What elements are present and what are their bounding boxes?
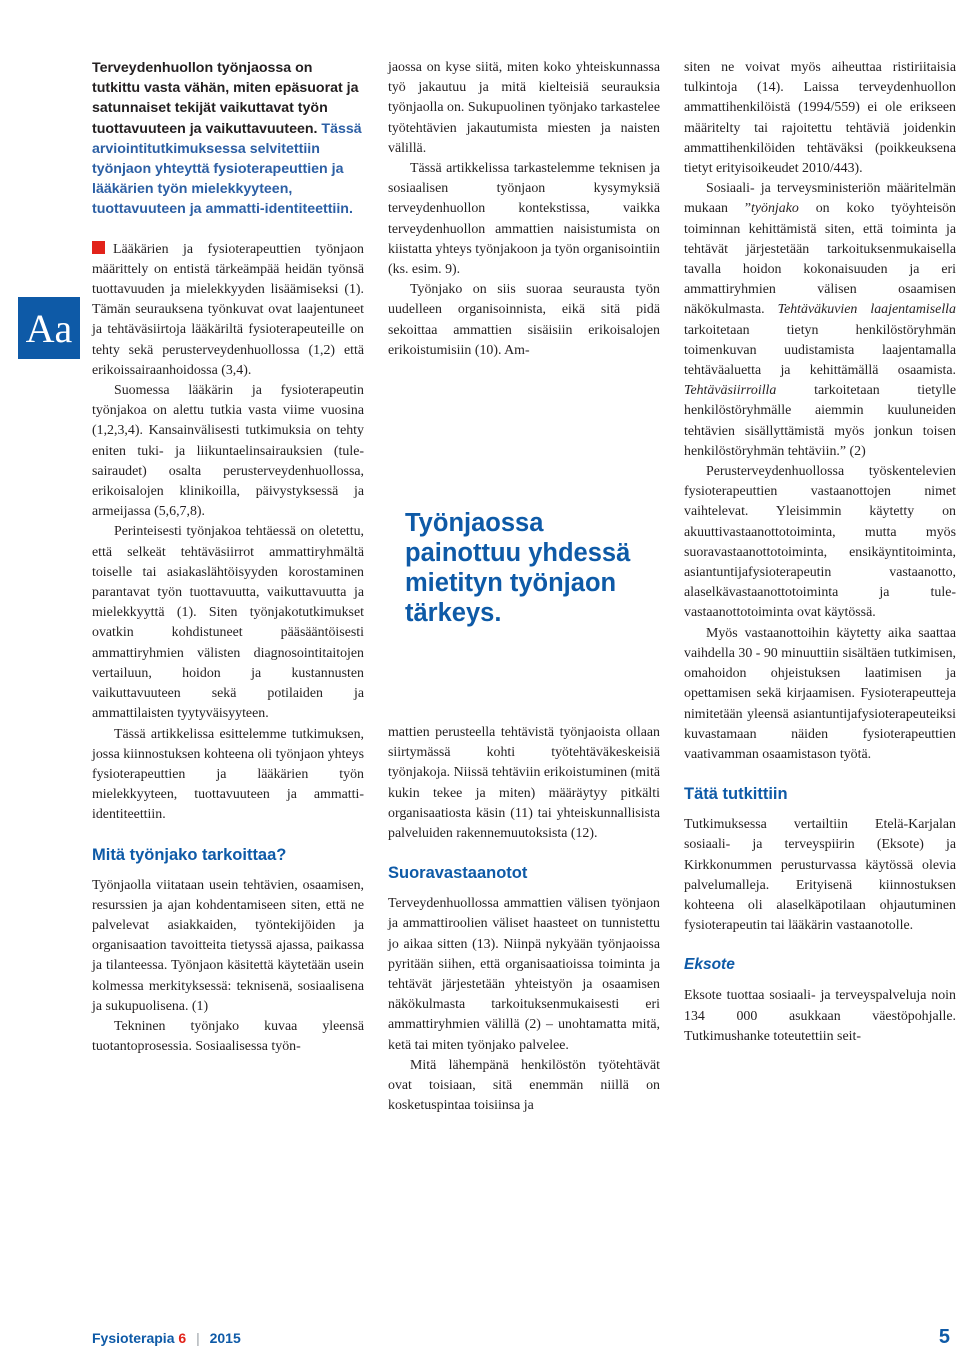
body-text: on koko työyhteisön toiminnan kehittämistä siten, että toiminta ja tehtävät järjestetään tarkoituksenmukaisella tavalla hoidon kokonaisuuden ja eri ammattiryhmien välisen osaamisen näkökulmasta. <box>684 201 956 318</box>
body-paragraph: Eksote tuottaa sosiaali- ja terveyspalveluja noin 134 000 asukkaan väestöpohjalle. Tutkimushanke toteutettiin seit- <box>684 988 956 1044</box>
body-paragraph: mattien perusteella tehtävistä työnjaoista ollaan siirtymässä kohti työtehtäväkeskeisiä työnjakoja. Niissä tehtäviin erikoistuminen (mitä kukin tekee ja miten) määräytyy pitkälti organisaatiosta käsin (11) tai yhteiskunnallisista palveluiden rakennemuutoksista (12). <box>388 725 660 842</box>
body-text: tarkoitetaan tietyn henkilöstöryhmän toimenkuvan uudistamista laajentamalla tehtäväaluetta ja kehittämällä osaamista. <box>684 322 956 379</box>
body-paragraph: Työnjako on siis suoraa seurausta työn uudelleen organisoinnista, eikä sitä pidä sekoittaa ammattien sisäisiin erikoisalojen erikoistumisiin (10). Am- <box>388 282 660 358</box>
lead-blue: Tässä arviointitutkimuksessa selvitettiin työnjaon yhteyttä fysioterapeuttien ja lääkärien työn mielekkyyteen, tuottavuuteen ja ammatti-identiteettiin. <box>92 120 362 218</box>
issue-number: 6 <box>178 1330 187 1346</box>
section-heading: Tätä tutkittiin <box>684 785 788 804</box>
body-paragraph: Perinteisesti työnjakoa tehtäessä on oletettu, että selkeät tehtäväsiirrot ammattiryhmältä toiselle tai asiakaslähtöisyyden korostaminen parantavat työn tuottavuutta, vaikuttavuutta ja mielekkyyttä (1). Siten työnjakotutkimukset ovatkin kohdistuneet pääsääntöisesti ammattiryhmien välisten diagnosointitaitojen vertailuun, hoidon ja kustannusten vaikuttavuuteen sekä potilaiden ja ammattilaisten tyytyväisyyteen. <box>92 524 364 722</box>
lead-paragraph <box>92 58 364 220</box>
body-paragraph: Tekninen työnjako kuvaa yleensä tuotantoprosessia. Sosiaalisessa työn- <box>92 1018 364 1055</box>
pull-quote: Työnjaossa painottuu yhdessä mietityn työnjaon tärkeys. <box>405 509 631 627</box>
body-text: Sosiaali- ja terveysministeriön määritelmän mukaan ” <box>684 181 956 217</box>
body-text: Lääkärien ja fysioterapeuttien työnjaon määrittely on entistä tärkeämpää heidän työnsä tuottavuuden ja mielekkyyden lisäämiseksi (1). Tämän seurauksena työnkuvat ovat laajentuneet ja tehtäväsiirtoja lääkäriltä fysioterapeuteille on tehty sekä perusterveydenhuollossa (1,2) että erikoissairaanhoidossa (3,4). <box>92 241 364 378</box>
column-1 <box>92 58 364 1057</box>
subsection-heading: Eksote <box>684 956 735 974</box>
body-paragraph: Tutkimuksessa vertailtiin Etelä-Karjalan sosiaali- ja terveyspiirin (Eksote) ja Kirkkonummen perusturvassa käytössä olevia palvelumalleja. Erityisenä kiinnostuksen kohteena oli alaselkäpotilaan ohjautuminen fysioterapeutin tai lääkärin vastaanotolle. <box>684 817 956 934</box>
section-heading: Mitä työnjako tarkoittaa? <box>92 845 287 864</box>
body-paragraph: Tässä artikkelissa tarkastelemme teknisen ja sosiaalisen työnjaon kysymyksiä terveydenhuollon kontekstissa, vaikka terveydenhuollon ammattien naisistumista on kiistatta yhteys työnjakoon ja työn organisointiin (ks. esim. 9). <box>388 161 660 278</box>
section-heading: Suoravastaanotot <box>388 864 528 883</box>
body-paragraph: Tässä artikkelissa esittelemme tutkimuksen, jossa kiinnostuksen kohteena oli työnjaon yhteys fysioterapeuttien ja lääkärien työn mielekkyyteen, tuottavuuteen ja ammatti-identiteettiin. <box>92 726 364 823</box>
aa-icon: Aa <box>18 297 80 359</box>
body-paragraph: Perusterveydenhuollossa työskentelevien fysioterapeuttien vastaanottojen nimet vaihtelevat. Yleisimmin käytetty on akuuttivastaanottotoiminta, mutta myös suoravastaanottotoiminta, ensikäyntitoiminta, asiantuntijafysioterapeutin vastaanotto, alaselkävastaanottotoiminta ja tule-vastaanottotoiminta ovat käytössä. <box>684 464 956 621</box>
body-paragraph: Suomessa lääkärin ja fysioterapeutin työnjakoa on alettu tutkia vasta viime vuosina (1,2,3,4). Kansainvälisesti tutkimuksia on tehty eniten tuki- ja liikuntaelinsairauksien (tule-sairaudet) osalta perusterveydenhuollossa, erikoisalojen klinikoilla, päivystyksessä ja armeijassa (5,6,7,8). <box>92 383 364 520</box>
emphasis-text: Tehtäväsiirroilla <box>684 383 777 399</box>
body-paragraph: siten ne voivat myös aiheuttaa ristiriitaisia tulkintoja (14). Laissa terveydenhuollon ammattihenkilöistä (1994/559) ei ole erikseen määritelty tai rajoitettu tehtäviä joidenkin ammattihenkilöiden tehtäväksi (poikkeuksena tietyt erityisoikeudet 2010/443). <box>684 60 956 177</box>
page-number: 5 <box>938 1326 950 1348</box>
emphasis-text: Tehtäväkuvien laajentamisella <box>777 302 956 318</box>
body-paragraph: Myös vastaanottoihin käytetty aika saattaa vaihdella 30 - 90 minuuttiin sisältäen tutkimisen, omahoidon ohjeistuksen laatimisen ja opettamisen sekä kirjaamisen. Fysioterapeutteja nimitetään yleensä asiantuntijafysioterapeuteiksi kuvastamaan näiden fysioterapeuttien vaativamman osaamistason työtä. <box>684 625 956 762</box>
footer-separator: | <box>196 1330 200 1346</box>
body-text: tarkoitetaan tietylle henkilöstöryhmälle aiemmin kuuluneiden tehtävien sisällyttämistä myös jonkun toisen henkilöstöryhmän tehtäviin.” (2) <box>684 383 956 459</box>
body-paragraph: jaossa on kyse siitä, miten koko yhteiskunnassa työ jakautuu ja mitä kielteisiä seurauksia työnjaolla on. Sukupuolinen työnjako tarkastelee työtehtävien jakautumista miesten ja naisten välillä. <box>388 60 660 156</box>
red-square-icon <box>92 241 105 254</box>
body-paragraph: Mitä lähempänä henkilöstön työtehtävät ovat toisiaan, sitä enemmän niillä on kosketuspintaa toisiinsa ja <box>388 1057 660 1114</box>
body-paragraph: Työnjaolla viitataan usein tehtävien, osaamisen, resurssien ja ajan kohdentamiseen siten, että ne palvelevat asiakkaiden, työntekijöiden ja organisaation tavoitteita tietyssä ajassa, paikassa ja tilanteessa. Työnjaon käsitettä käytetään usein kolmessa merkityksessä: teknisenä, sosiaalisena ja sukupuolisena. (1) <box>92 877 364 1014</box>
body-paragraph: Terveydenhuollossa ammattien välisen työnjaon ja ammattiroolien väliset haasteet on tunnistettu jo aikaa sitten (13). Niinpä nykyään työnjaoissa pyritään siihen, että organisaatioissa toiminta ja tehtävät järjestetään yhteistyön ja osaamisen näkökulmasta tarkoituksenmukaisesti eri ammattiryhmien välillä (2) – unohtamatta mitä, ketä tai miten työnjako palvelee. <box>388 896 660 1053</box>
footer-magazine <box>92 1330 241 1346</box>
column-3 <box>684 58 956 1047</box>
body-paragraph <box>684 179 956 462</box>
issue-year: 2015 <box>209 1330 241 1346</box>
emphasis-text: työnjako <box>751 201 799 217</box>
body-paragraph <box>92 240 364 381</box>
lead-dark: Terveydenhuollon työnjaossa on tutkittu vasta vähän, miten epäsuorat ja satunnaiset tekijät vaikuttavat työn tuottavuuteen ja vaikuttavuuteen. <box>92 60 359 137</box>
magazine-name: Fysioterapia <box>92 1330 175 1346</box>
